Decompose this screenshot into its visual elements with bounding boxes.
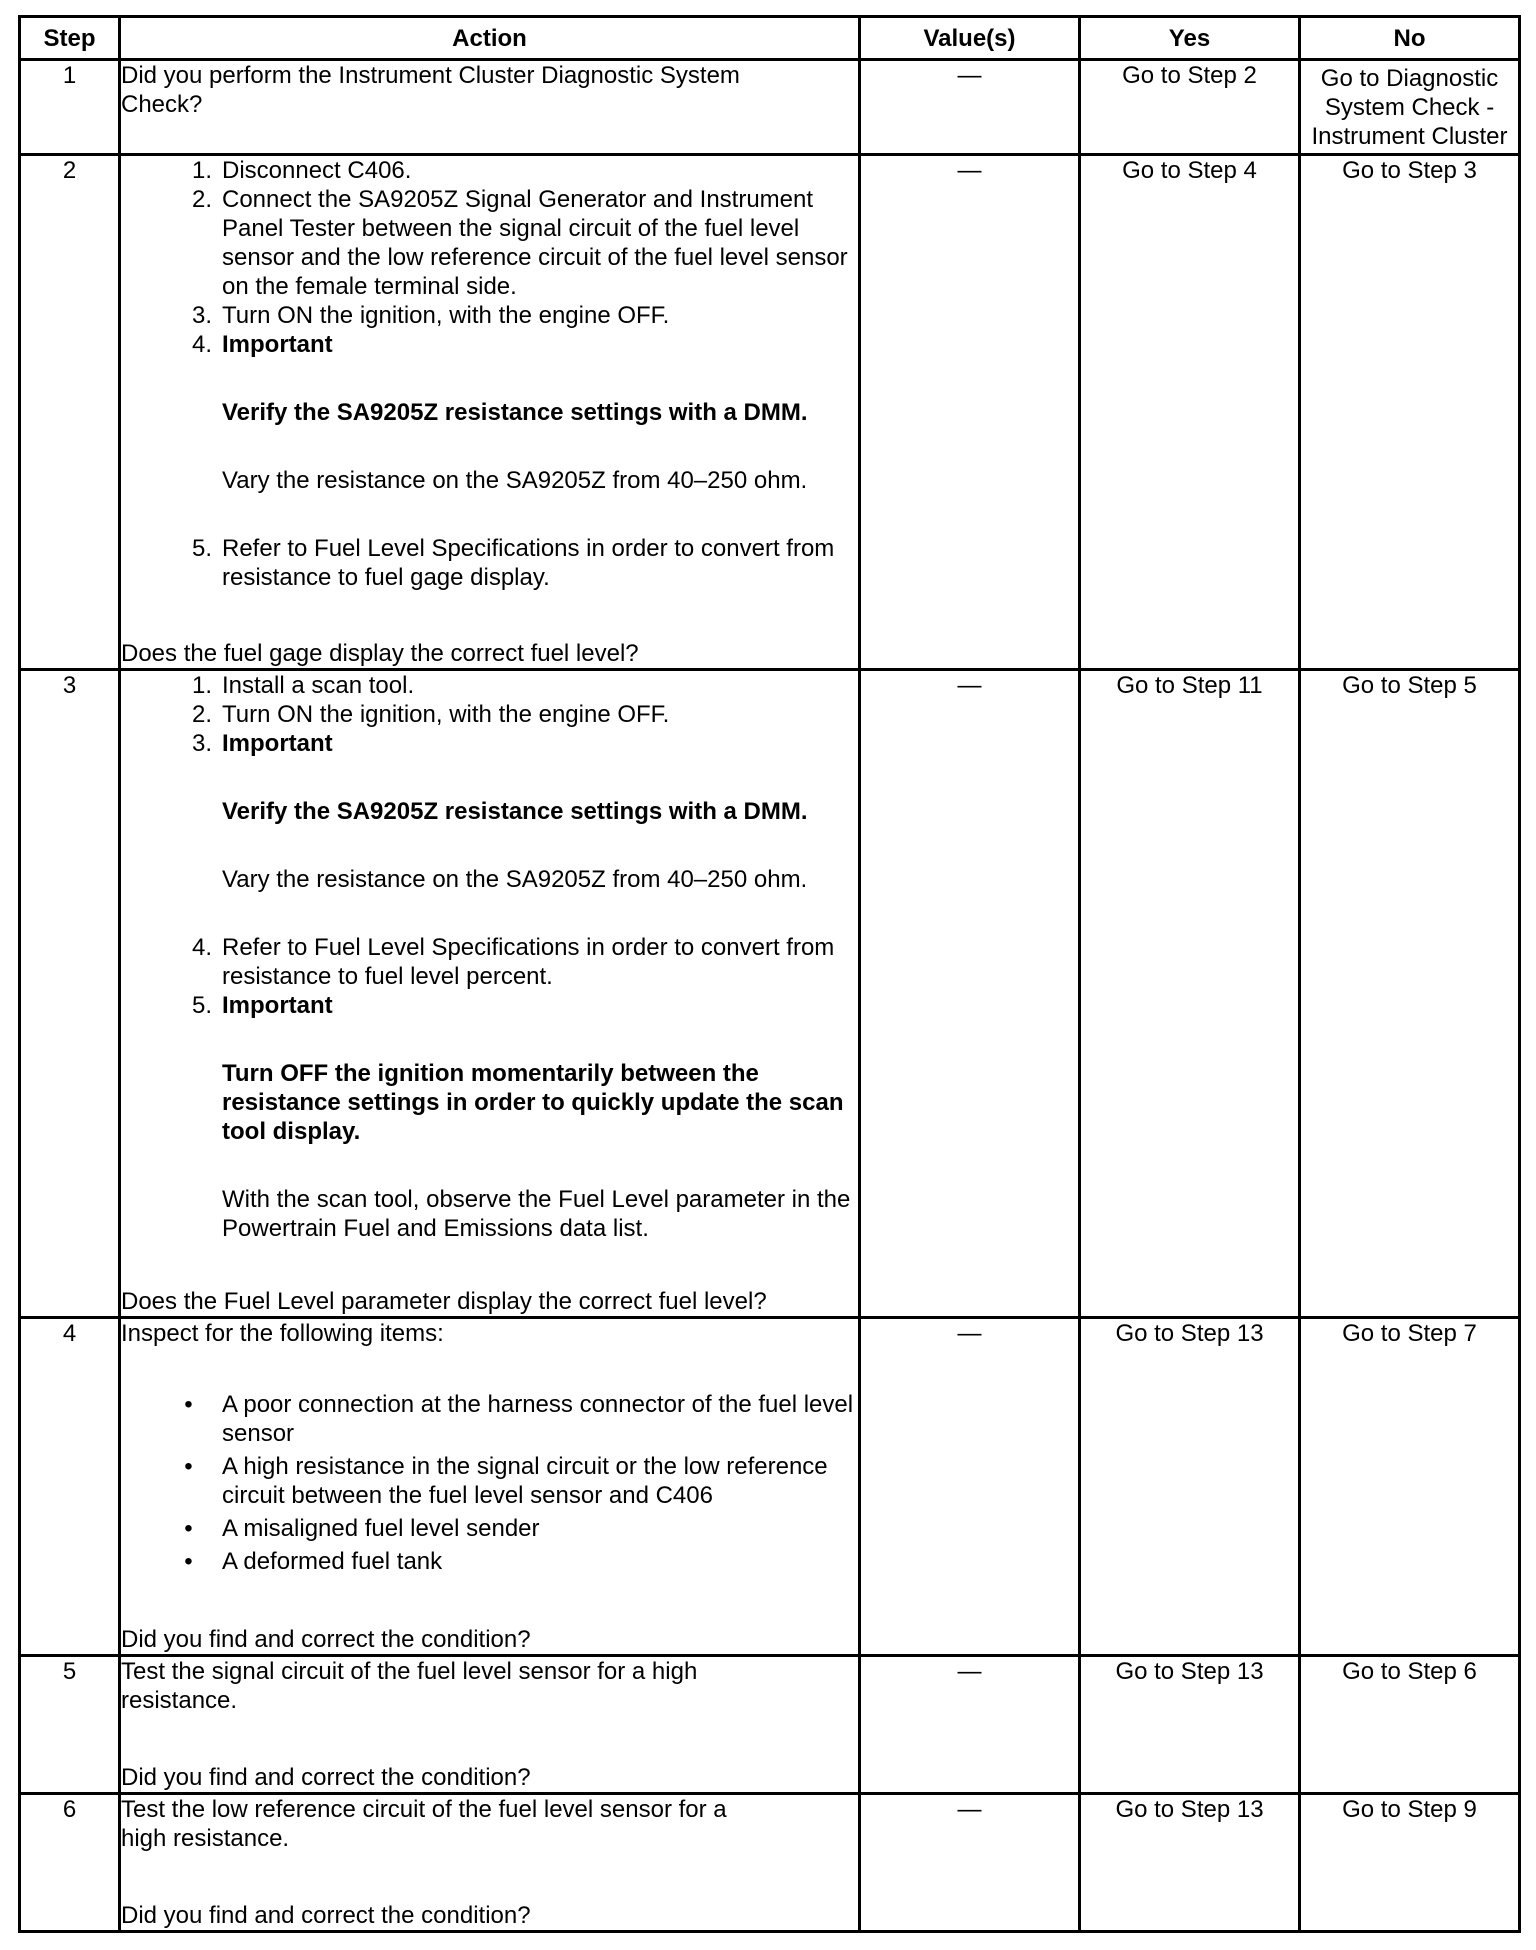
yes-cell: Go to Step 13 [1080,1318,1300,1656]
bullet-icon: • [184,1548,193,1575]
bullet-icon: • [184,1453,193,1480]
question-text: Does the fuel gage display the correct fuel level? [121,640,639,667]
table-row [20,60,1520,155]
yes-cell: Go to Step 4 [1080,155,1300,670]
action-cell [120,1794,860,1932]
important-note: Verify the SA9205Z resistance settings with a DMM. [222,798,808,825]
bullet-icon: • [184,1391,193,1418]
list-item: 4. Refer to Fuel Level Specifications in order to convert from resistance to fuel level percent. [191,934,835,990]
action-cell [120,670,860,1318]
important-note: Verify the SA9205Z resistance settings with a DMM. [222,399,808,426]
action-cell [120,1656,860,1794]
yes-cell: Go to Step 13 [1080,1656,1300,1794]
question-text: Does the Fuel Level parameter display the correct fuel level? [121,1288,767,1315]
step-number: 4 [20,1318,120,1656]
no-cell: Go to Step 3 [1300,155,1520,670]
important-label: Important [222,730,333,757]
list-item: 3. Important Verify the SA9205Z resistance settings with a DMM. Vary the resistance on the SA9205Z from 40–250 ohm. [121,729,858,933]
no-cell: Go to Diagnostic System Check - Instrument Cluster [1300,60,1520,155]
action-cell [120,1318,860,1656]
table-row [20,1318,1520,1656]
list-item: • A misaligned fuel level sender [121,1514,858,1543]
sub-instruction: Vary the resistance on the SA9205Z from 40–250 ohm. [222,467,808,494]
important-label: Important [222,331,333,358]
yes-cell: Go to Step 11 [1080,670,1300,1318]
list-item: 4. Important Verify the SA9205Z resistance settings with a DMM. Vary the resistance on the SA9205Z from 40–250 ohm. [121,330,858,534]
yes-cell: Go to Step 13 [1080,1794,1300,1932]
table-row [20,1656,1520,1794]
action-text: Test the signal circuit of the fuel level sensor for a high resistance. [121,1658,698,1714]
yes-cell: Go to Step 2 [1080,60,1300,155]
action-text: Inspect for the following items: [121,1320,444,1347]
question-text: Did you find and correct the condition? [121,1902,531,1929]
value-cell: — [860,670,1080,1318]
step-number: 3 [20,670,120,1318]
sub-instruction: Vary the resistance on the SA9205Z from 40–250 ohm. [222,866,808,893]
sub-instruction: With the scan tool, observe the Fuel Level parameter in the Powertrain Fuel and Emissions data list. [222,1186,851,1242]
list-item: 2. Turn ON the ignition, with the engine OFF. [191,701,670,728]
list-item: 5. Important Turn OFF the ignition momentarily between the resistance settings in order to quickly update the scan tool display. With the scan tool, observe the Fuel Level parameter in the Powertrain Fuel and Emissions data list. [121,991,858,1243]
step-number: 1 [20,60,120,155]
action-cell [120,60,860,155]
list-item: • A high resistance in the signal circuit or the low reference circuit between the fuel level sensor and C406 [121,1452,858,1510]
list-item: 5. Refer to Fuel Level Specifications in order to convert from resistance to fuel gage display. [191,535,835,591]
list-item: 1. Disconnect C406. [191,157,412,184]
step-number: 5 [20,1656,120,1794]
value-cell: — [860,60,1080,155]
header-action: Action [120,17,860,60]
action-text: Test the low reference circuit of the fuel level sensor for a high resistance. [121,1796,727,1852]
value-cell: — [860,1318,1080,1656]
important-note: Turn OFF the ignition momentarily between the resistance settings in order to quickly update the scan tool display. [222,1060,844,1145]
value-cell: — [860,1656,1080,1794]
list-item: • A deformed fuel tank [121,1547,858,1576]
step-number: 6 [20,1794,120,1932]
list-item: 3. Turn ON the ignition, with the engine OFF. [191,302,670,329]
table-row [20,155,1520,670]
table-row [20,1794,1520,1932]
question-text: Did you find and correct the condition? [121,1764,531,1791]
header-no: No [1300,17,1520,60]
list-item: 1. Install a scan tool. [191,672,415,699]
header-row [20,17,1520,60]
list-item: 2. Connect the SA9205Z Signal Generator and Instrument Panel Tester between the signal circuit of the fuel level sensor and the low reference circuit of the fuel level sensor on the female terminal side. [191,186,848,300]
question-text: Did you find and correct the condition? [121,1626,531,1653]
diagnostic-table [18,15,1521,1933]
header-step: Step [20,17,120,60]
important-label: Important [222,992,333,1019]
action-cell [120,155,860,670]
no-cell: Go to Step 5 [1300,670,1520,1318]
step-number: 2 [20,155,120,670]
value-cell: — [860,155,1080,670]
no-cell: Go to Step 7 [1300,1318,1520,1656]
value-cell: — [860,1794,1080,1932]
list-item: • A poor connection at the harness connector of the fuel level sensor [121,1390,858,1448]
table-row [20,670,1520,1318]
no-cell: Go to Step 9 [1300,1794,1520,1932]
no-cell: Go to Step 6 [1300,1656,1520,1794]
header-values: Value(s) [860,17,1080,60]
header-yes: Yes [1080,17,1300,60]
action-text: Did you perform the Instrument Cluster Diagnostic System Check? [121,62,740,118]
bullet-icon: • [184,1515,193,1542]
